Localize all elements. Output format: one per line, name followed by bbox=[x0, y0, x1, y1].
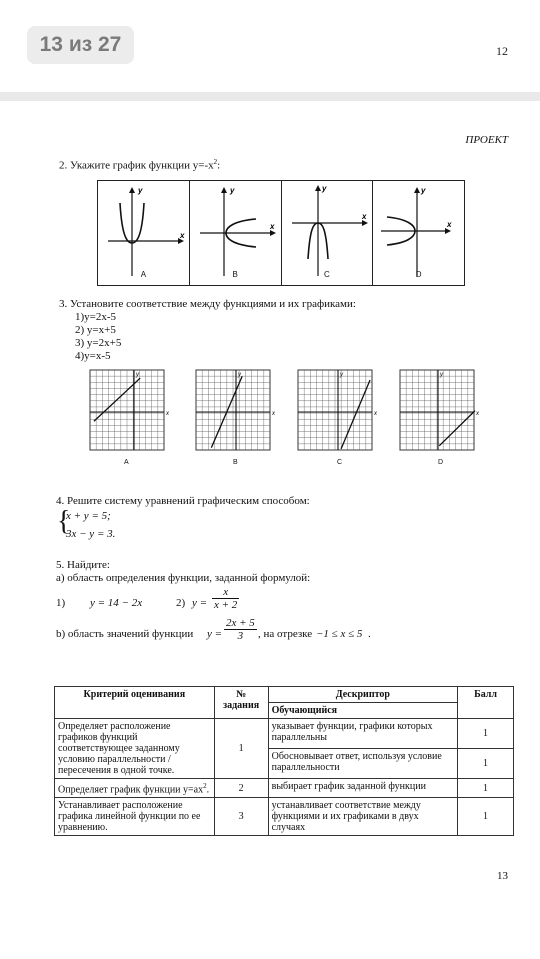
axis-x-label: x bbox=[476, 411, 479, 417]
q3-label-c: C bbox=[337, 459, 343, 466]
q3-item-1: 1)y=2x-5 bbox=[75, 311, 117, 323]
table-row bbox=[55, 779, 514, 798]
page-number-bottom: 13 bbox=[497, 870, 508, 882]
q5-a2-label: 2) bbox=[176, 597, 186, 609]
system-brace: { bbox=[57, 506, 71, 537]
q5-b-denominator: 3 bbox=[237, 630, 244, 642]
table-row bbox=[55, 798, 514, 836]
q5-a2-denominator: x + 2 bbox=[214, 599, 238, 611]
q4-text: 4. Решите систему уравнений графическим способом: bbox=[56, 495, 310, 507]
header-student: Обучающийся bbox=[268, 703, 458, 719]
q2-text: 2. Укажите график функции $y=-x^2$: bbox=[59, 158, 221, 172]
criteria-table bbox=[54, 686, 514, 836]
descriptor-cell: Обосновывает ответ, используя условие параллельности bbox=[268, 749, 458, 779]
q2-label-c: C bbox=[323, 270, 330, 279]
axis-y-label: y bbox=[136, 372, 139, 378]
q2-option-c[interactable] bbox=[282, 181, 374, 285]
axis-x-label: x bbox=[180, 231, 185, 240]
q3-label-a: A bbox=[124, 459, 129, 466]
q5-a2-numerator: x bbox=[212, 586, 239, 599]
q5-title: 5. Найдите: bbox=[56, 559, 110, 571]
score-cell: 1 bbox=[458, 719, 514, 749]
axis-y-label: y bbox=[440, 372, 443, 378]
task-number-cell: 3 bbox=[214, 798, 268, 836]
header-criterion: Критерий оценивания bbox=[55, 687, 215, 719]
q4-eq2: 3x − y = 3. bbox=[66, 528, 116, 540]
q3-label-d: D bbox=[438, 459, 444, 466]
axis-x-label: x bbox=[272, 411, 275, 417]
q5-b-lhs: y = bbox=[207, 628, 223, 640]
axis-x-label: x bbox=[361, 212, 366, 221]
q5-a1-formula: y = 14 − 2x bbox=[90, 597, 143, 609]
q2-option-d[interactable] bbox=[373, 181, 464, 285]
q2-label-d: D bbox=[415, 270, 422, 279]
descriptor-cell: указывает функции, графики которых параллельны bbox=[268, 719, 458, 749]
q3-item-2: 2) y=x+5 bbox=[75, 324, 116, 336]
q5-a: а) область определения функции, заданной формулой: bbox=[56, 572, 311, 584]
axis-x-label: x bbox=[447, 220, 452, 229]
page-separator bbox=[0, 92, 540, 101]
criterion-cell: Определяет график функции $y=ax^2$. bbox=[55, 779, 215, 798]
criterion-cell: Устанавливает расположение графика линейной функции по ее уравнению. bbox=[55, 798, 215, 836]
header-score: Балл bbox=[458, 687, 514, 719]
axis-x-label: x bbox=[269, 222, 275, 231]
q4-eq1: x + y = 5; bbox=[66, 510, 111, 522]
page-number-top: 12 bbox=[496, 44, 508, 58]
q3-item-4: 4)y=x-5 bbox=[75, 350, 111, 362]
q5-b-range: −1 ≤ x ≤ 5 bbox=[316, 628, 363, 640]
q2-graph-options bbox=[97, 180, 465, 286]
q5-a2-lhs: y = bbox=[192, 597, 208, 609]
q5-b-post: , на отрезке bbox=[258, 628, 313, 640]
axis-y-label: y bbox=[229, 186, 235, 195]
q3-label-b: B bbox=[233, 459, 238, 466]
task-number-cell: 2 bbox=[214, 779, 268, 798]
score-cell: 1 bbox=[458, 798, 514, 836]
q2-label-a: A bbox=[140, 270, 147, 279]
table-row bbox=[55, 719, 514, 749]
criterion-cell: Определяет расположение графиков функций соответствующее заданному условию параллельности / пересечения в одной точке. bbox=[55, 719, 215, 779]
score-cell: 1 bbox=[458, 779, 514, 798]
q3-grid-d[interactable] bbox=[400, 370, 479, 450]
q2-option-b[interactable] bbox=[190, 181, 282, 285]
axis-y-label: y bbox=[421, 186, 426, 195]
q5-b-numerator: 2x + 5 bbox=[226, 617, 255, 629]
q3-item-3: 3) y=2x+5 bbox=[75, 337, 122, 349]
project-label: ПРОЕКТ bbox=[465, 134, 508, 146]
q3-text: 3. Установите соответствие между функциями и их графиками: bbox=[59, 298, 356, 310]
q5-a1-label: 1) bbox=[56, 597, 66, 609]
q2-label-b: B bbox=[232, 270, 238, 279]
axis-y-label: y bbox=[238, 372, 241, 378]
descriptor-cell: выбирает график заданной функции bbox=[268, 779, 458, 798]
descriptor-cell: устанавливает соответствие между функциями и их графиками в двух случаях bbox=[268, 798, 458, 836]
axis-y-label: y bbox=[138, 186, 143, 195]
q3-grid-c[interactable] bbox=[298, 370, 377, 450]
axis-y-label: y bbox=[321, 184, 326, 193]
score-cell: 1 bbox=[458, 749, 514, 779]
q5-a2-fraction bbox=[212, 586, 239, 611]
q3-grid-b[interactable] bbox=[196, 370, 275, 450]
axis-x-label: x bbox=[374, 411, 377, 417]
task-number-cell: 1 bbox=[214, 719, 268, 779]
q5-b-pre: b) область значений функции bbox=[56, 628, 194, 640]
q5-b-end: . bbox=[368, 628, 371, 640]
q2-option-a[interactable] bbox=[98, 181, 190, 285]
axis-y-label: y bbox=[340, 372, 343, 378]
axis-x-label: x bbox=[166, 411, 169, 417]
header-descriptor: Дескриптор bbox=[268, 687, 458, 703]
page-counter-badge[interactable]: 13 из 27 bbox=[27, 26, 134, 64]
header-task-number: № задания bbox=[214, 687, 268, 719]
q5-b-fraction bbox=[224, 617, 257, 642]
q3-grid-a[interactable] bbox=[90, 370, 169, 450]
